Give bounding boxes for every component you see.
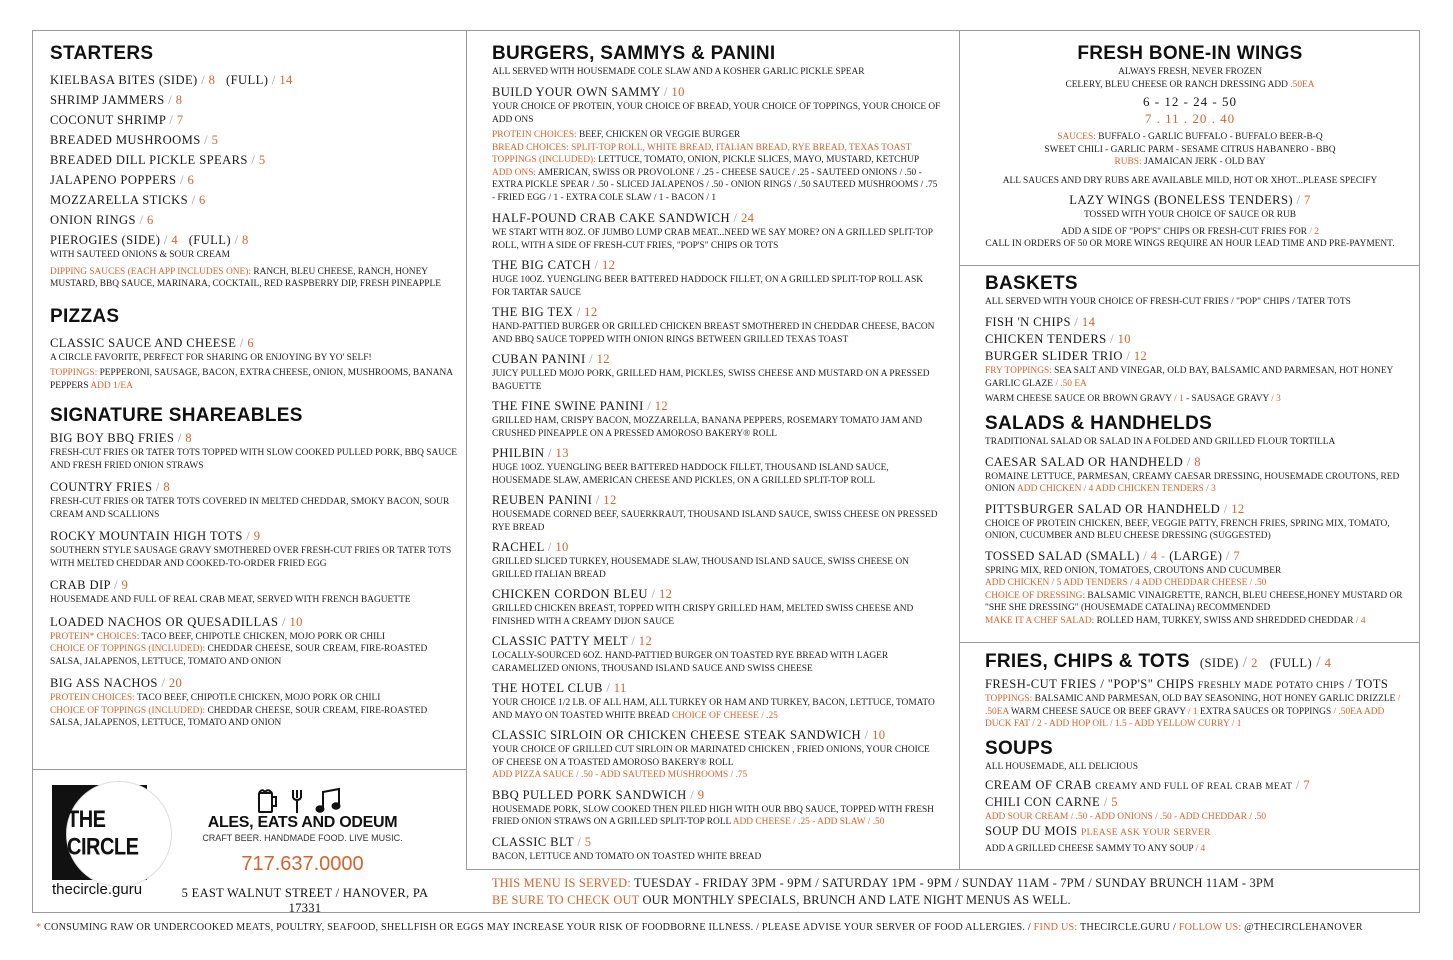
item-description: GRILLED HAM, CRISPY BACON, MOZZARELLA, BANANA PEPPERS, ROSEMARY TOMATO JAM AND CRUSHED PINEAPPLE ON A PRESSED AMOROSO BAKERY® ROLL [492, 416, 923, 439]
topping-choices: TOPPINGS (INCLUDED): LETTUCE, TOMATO, ONION, PICKLE SLICES, MAYO, MUSTARD, KETCHUP [492, 155, 920, 165]
fries-divider [959, 642, 1420, 643]
hours-block [492, 875, 1412, 909]
menu-item: ROCKY MOUNTAIN HIGH TOTS / 9 [50, 529, 261, 543]
item-description: HAND-PATTIED BURGER OR GRILLED CHICKEN BREAST SMOTHERED IN CHEDDAR CHEESE, BACON AND BBQ SAUCE TOPPED WITH ONION RINGS BETWEEN GRILLED TEXAS TOAST [492, 322, 935, 345]
item-description: GRILLED SLICED TURKEY, HOUSEMADE SLAW, THOUSAND ISLAND SAUCE, SWISS CHEESE ON GRILLED ITALIAN BREAD [492, 557, 909, 580]
footer-disclaimer: * CONSUMING RAW OR UNDERCOOKED MEATS, POULTRY, SEAFOOD, SHELLFISH OR EGGS MAY INCREASE YOUR RISK OF FOODBORNE ILLNESS. / PLEASE ADVISE YOUR SERVER OF FOOD ALLERGIES. / FIND US: THECIRCLE.GURU / FOLLOW US: @THECIRCLEHANOVER [36, 922, 1363, 933]
menu-item: ONION RINGS / 6 [50, 213, 154, 227]
fries-toppings: TOPPINGS: BALSAMIC AND PARMESAN, OLD BAY SEASONING, HOT HONEY GARLIC DRIZZLE / .50EA WARM CHEESE SAUCE OR BEEF GRAVY / 1 EXTRA SAUCES OR TOPPINGS / .50EA ADD DUCK FAT / 2 - ADD HOP OIL / 1.5 - ADD YELLOW CURRY / 1 [985, 694, 1401, 729]
soups-title: SOUPS [985, 737, 1054, 759]
menu-item: JALAPENO POPPERS / 6 [50, 173, 195, 187]
baskets-title: BASKETS [985, 273, 1078, 294]
item-description: ROMAINE LETTUCE, PARMESAN, CREAMY CAESAR DRESSING, HOUSEMADE CROUTONS, RED ONION ADD CHICKEN / 4 ADD CHICKEN TENDERS / 3 [985, 471, 1400, 494]
wing-prices: 7 . 11 . 20 . 40 [1144, 111, 1236, 126]
pizzas-title: PIZZAS [50, 305, 120, 327]
bread-choices: BREAD CHOICES: SPLIT-TOP ROLL, WHITE BREAD, ITALIAN BREAD, RYE BREAD, TEXAS TOAST [492, 142, 912, 153]
menu-item: RACHEL / 10 [492, 540, 569, 554]
menu-item: CHICKEN CORDON BLEU / 12 [492, 587, 673, 601]
item-description: A CIRCLE FAVORITE, PERFECT FOR SHARING OR ENJOYING BY YO' SELF! [50, 352, 372, 363]
brand-subtagline: CRAFT BEER. HANDMADE FOOD. LIVE MUSIC. [202, 833, 403, 843]
burgers-title: BURGERS, SAMMYS & PANINI [492, 43, 776, 64]
logo-circle [66, 781, 172, 887]
topping-choices: CHOICE OF TOPPINGS (INCLUDED): CHEDDAR CHEESE, SOUR CREAM, FIRE-ROASTED SALSA, JALAPENOS, LETTUCE, TOMATO AND ONION [50, 644, 428, 667]
left-column [50, 42, 460, 767]
specials-line: BE SURE TO CHECK OUT OUR MONTHLY SPECIALS, BRUNCH AND LATE NIGHT MENUS AS WELL. [492, 893, 1071, 907]
menu-item: BURGER SLIDER TRIO / 12 [985, 349, 1148, 363]
hours-line: THIS MENU IS SERVED: TUESDAY - FRIDAY 3PM - 9PM / SATURDAY 1PM - 9PM / SUNDAY 11AM - 7PM / SUNDAY BRUNCH 11AM - 3PM [492, 876, 1275, 890]
brand-tagline: ALES, EATS AND ODEUM [207, 814, 398, 831]
menu-item: BIG ASS NACHOS / 20 [50, 676, 183, 690]
item-description: YOUR CHOICE OF GRILLED CUT SIRLOIN OR MARINATED CHICKEN , FRIED ONIONS, YOUR CHOICE OF CHEESE ON A TOASTED AMOROSO BAKERY® ROLL [492, 745, 930, 768]
item-description: WITH SAUTEED ONIONS & SOUR CREAM [50, 250, 230, 260]
order-note: CALL IN ORDERS OF 50 OR MORE WINGS REQUIRE AN HOUR LEAD TIME AND PRE-PAYMENT. [985, 239, 1395, 249]
gravy-options: WARM CHEESE SAUCE OR BROWN GRAVY / 1 - SAUSAGE GRAVY / 3 [985, 394, 1281, 404]
brand-divider [32, 769, 466, 770]
menu-item: BUILD YOUR OWN SAMMY / 10 [492, 85, 685, 99]
menu-item: CUBAN PANINI / 12 [492, 352, 610, 366]
menu-item: PHILBIN / 13 [492, 446, 569, 460]
wing-sauces: SAUCES: BUFFALO - GARLIC BUFFALO - BUFFALO BEER-B-Q [1057, 132, 1323, 142]
fries-soups-section [985, 650, 1410, 865]
menu-item: CREAM OF CRAB CREAMY AND FULL OF REAL CRAB MEAT / 7 [985, 777, 1311, 792]
menu-item: MOZZARELLA STICKS / 6 [50, 193, 206, 207]
wings-line1: ALWAYS FRESH, NEVER FROZEN [1118, 67, 1262, 77]
item-description: JUICY PULLED MOJO PORK, GRILLED HAM, PICKLES, SWISS CHEESE AND MUSTARD ON A PRESSED BAGUETTE [492, 369, 930, 392]
shareables-title: SIGNATURE SHAREABLES [50, 405, 303, 426]
item-description: FRESH-CUT FRIES OR TATER TOTS TOPPED WITH SLOW COOKED PULLED PORK, BBQ SAUCE AND FRESH FRIED ONION STRAWS [50, 448, 458, 471]
menu-item: SOUP DU MOIS PLEASE ASK YOUR SERVER [985, 824, 1211, 838]
salads-subtitle: TRADITIONAL SALAD OR SALAD IN A FOLDED AND GRILLED FLOUR TORTILLA [985, 436, 1336, 447]
item-description: GRILLED CHICKEN BREAST, TOPPED WITH CRISPY GRILLED HAM, MELTED SWISS CHEESE AND FINISHED WITH A CREAMY DIJON SAUCE [492, 604, 914, 627]
baskets-salads-section [985, 272, 1410, 640]
menu-item: CHICKEN TENDERS / 10 [985, 332, 1132, 346]
item-description: YOUR CHOICE 1/2 LB. OF ALL HAM, ALL TURKEY OR HAM AND TURKEY, BACON, LETTUCE, TOMATO AND MAYO ON TOASTED WHITE BREAD CHOICE OF CHEESE / .25 [492, 698, 935, 721]
beer-mug-icon [259, 790, 276, 812]
wings-section [970, 42, 1410, 264]
chef-salad: MAKE IT A CHEF SALAD: ROLLED HAM, TURKEY, SWISS AND SHREDDED CHEDDAR / 4 [985, 615, 1366, 626]
dipping-sauces: DIPPING SAUCES (EACH APP INCLUDES ONE): RANCH, BLEU CHEESE, RANCH, HONEY MUSTARD, BBQ SAUCE, MARINARA, COCKTAIL, RED RASPBERRY DIP, FRESH PINEAPPLE [50, 266, 441, 289]
middle-column [492, 42, 942, 867]
item-description: LOCALLY-SOURCED 6OZ. HAND-PATTIED BURGER ON TOASTED RYE BREAD WITH LAGER CARAMELIZED ONIONS, THOUSAND ISLAND SAUCE AND SWISS CHEESE [492, 651, 889, 674]
menu-item: BREADED MUSHROOMS / 5 [50, 133, 219, 147]
menu-item: CRAB DIP / 9 [50, 578, 129, 592]
soups-subtitle: ALL HOUSEMADE, ALL DELICIOUS [985, 761, 1138, 772]
hours-divider [466, 869, 1420, 870]
pizza-toppings: TOPPINGS: PEPPERONI, SAUSAGE, BACON, EXTRA CHEESE, ONION, MUSHROOMS, BANANA PEPPERS ADD 1/EA [50, 368, 453, 391]
fries-title: FRIES, CHIPS & TOTS [985, 651, 1190, 672]
item-description: HOUSEMADE PORK, SLOW COOKED THEN PILED HIGH WITH OUR BBQ SAUCE, TOPPED WITH FRESH FRIED ONION STRAWS ON A GRILLED SPLIT-TOP ROLL ADD CHEESE / .25 - ADD SLAW / .50 [492, 804, 934, 827]
menu-item: CLASSIC PATTY MELT / 12 [492, 634, 653, 648]
protein-choices: PROTEIN CHOICES: BEEF, CHICKEN OR VEGGIE BURGER [492, 130, 741, 140]
brand-phone[interactable]: 717.637.0000 [241, 853, 364, 875]
starters-title: STARTERS [50, 43, 154, 64]
add-ons: ADD ONS: AMERICAN, SWISS OR PROVOLONE / .25 - CHEESE SAUCE / .25 - SAUTEED ONIONS / .50 - EXTRA PICKLE SPEAR / .50 - SLICED JALAPENOS / .50 - ONION RINGS / .50 SAUTEED MUSHROOMS / .75 - FRIED EGG / 1 - EXTRA COLE SLAW / 1 - BACON / 1 [492, 167, 938, 203]
fries-line: FRESH-CUT FRIES / "POP'S" CHIPS FRESHLY MADE POTATO CHIPS / TOTS [985, 677, 1389, 691]
menu-item: COCONUT SHRIMP / 7 [50, 113, 184, 127]
menu-item: THE FINE SWINE PANINI / 12 [492, 399, 669, 413]
item-description: HOUSEMADE AND FULL OF REAL CRAB MEAT, SERVED WITH FRENCH BAGUETTE [50, 595, 411, 605]
menu-item: KIELBASA BITES (SIDE) / 8 (FULL) / 14 [50, 73, 293, 87]
wing-sauces-2: SWEET CHILI - GARLIC PARM - SESAME CITRUS HABANERO - BBQ [1044, 144, 1336, 155]
dressing-choices: CHOICE OF DRESSING: BALSAMIC VINAIGRETTE, RANCH, BLEU CHEESE,HONEY MUSTARD OR "SHE SHE DRESSING" (HOUSEMADE CATALINA) RECOMMENDED [985, 590, 1403, 613]
baskets-subtitle: ALL SERVED WITH YOUR CHOICE OF FRESH-CUT FRIES / "POP" CHIPS / TATER TOTS [985, 297, 1351, 307]
menu-item: PIEROGIES (SIDE) / 4 (FULL) / 8 [50, 233, 249, 247]
menu-item: CLASSIC BLT / 5 [492, 834, 592, 849]
item-description: WE START WITH 8OZ. OF JUMBO LUMP CRAB MEAT...NEED WE SAY MORE? ON A GRILLED SPLIT-TOP ROLL, WITH A SIDE OF FRESH-CUT FRIES, "POP'S" CHIPS OR TOTS [492, 228, 933, 251]
topping-choices: CHOICE OF TOPPINGS (INCLUDED): CHEDDAR CHEESE, SOUR CREAM, FIRE-ROASTED SALSA, JALAPENOS, LETTUCE, TOMATO AND ONION [50, 705, 428, 728]
item-description: BACON, LETTUCE AND TOMATO ON TOASTED WHITE BREAD [492, 851, 762, 862]
menu-item: LAZY WINGS (BONELESS TENDERS) / 7 [1069, 193, 1311, 207]
menu-item: SHRIMP JAMMERS / 8 [50, 93, 183, 107]
brand-url[interactable]: thecircle.guru [52, 881, 143, 898]
menu-item: CLASSIC SIRLOIN OR CHICKEN CHEESE STEAK SANDWICH / 10 [492, 728, 886, 742]
item-description: FRESH-CUT FRIES OR TATER TOTS COVERED IN MELTED CHEDDAR, SMOKY BACON, SOUR CREAM AND SCALLIONS [50, 497, 450, 520]
item-description: YOUR CHOICE OF PROTEIN, YOUR CHOICE OF BREAD, YOUR CHOICE OF TOPPINGS, YOUR CHOICE OF ADD ONS [492, 102, 941, 125]
column-divider-2 [959, 30, 960, 870]
burgers-subtitle: ALL SERVED WITH HOUSEMADE COLE SLAW AND A KOSHER GARLIC PICKLE SPEAR [492, 67, 865, 77]
wings-line2: CELERY, BLEU CHEESE OR RANCH DRESSING ADD .50EA [1065, 79, 1315, 90]
menu-item: THE HOTEL CLUB / 11 [492, 681, 627, 695]
menu-item: THE BIG CATCH / 12 [492, 258, 616, 272]
menu-item: BIG BOY BBQ FRIES / 8 [50, 431, 192, 445]
wing-heat-note: ALL SAUCES AND DRY RUBS ARE AVAILABLE MILD, HOT OR XHOT...PLEASE SPECIFY [1002, 175, 1378, 186]
protein-choices: PROTEIN* CHOICES: TACO BEEF, CHIPOTLE CHICKEN, MOJO PORK OR CHILI [50, 631, 386, 642]
menu-item: PITTSBURGER SALAD OR HANDHELD / 12 [985, 501, 1245, 516]
menu-item: REUBEN PANINI / 12 [492, 493, 617, 507]
side-note: ADD A SIDE OF "POP'S" CHIPS OR FRESH-CUT FRIES FOR / 2 [1061, 226, 1319, 237]
item-add-ons: ADD SOUR CREAM / .50 - ADD ONIONS / .50 - ADD CHEDDAR / .50 [985, 811, 1267, 822]
menu-item: BREADED DILL PICKLE SPEARS / 5 [50, 153, 266, 167]
item-description: HOUSEMADE CORNED BEEF, SAUERKRAUT, THOUSAND ISLAND SAUCE, SWISS CHEESE ON PRESSED RYE BREAD [492, 510, 938, 533]
item-description: SPRING MIX, RED ONION, TOMATOES, CROUTONS AND CUCUMBER [985, 565, 1282, 576]
item-add-ons: ADD CHICKEN / 5 ADD TENDERS / 4 ADD CHEDDAR CHEESE / .50 [985, 578, 1267, 588]
menu-item: COUNTRY FRIES / 8 [50, 480, 171, 494]
item-description: HUGE 10OZ. YUENGLING BEER BATTERED HADDOCK FILLET, THOUSAND ISLAND SAUCE, HOUSEMADE SLAW, AMERICAN CHEESE AND PICKLES, ON A GRILLED SPLIT-TOP ROLL [492, 463, 889, 486]
fries-header: FRIES, CHIPS & TOTS (SIDE) / 2 (FULL) / 4 [985, 651, 1332, 672]
protein-choices: PROTEIN CHOICES: TACO BEEF, CHIPOTLE CHICKEN, MOJO PORK OR CHILI [50, 693, 381, 703]
wings-divider [959, 265, 1420, 266]
music-note-icon [317, 789, 340, 812]
menu-item: BBQ PULLED PORK SANDWICH / 9 [492, 787, 705, 802]
footer-website[interactable]: THECIRCLE.GURU / [1077, 922, 1179, 933]
menu-item: HALF-POUND CRAB CAKE SANDWICH / 24 [492, 211, 755, 225]
wings-title: FRESH BONE-IN WINGS [1077, 43, 1303, 64]
item-description: TOSSED WITH YOUR CHOICE OF SAUCE OR RUB [1083, 210, 1297, 220]
wing-rubs: RUBS: JAMAICAN JERK - OLD BAY [1114, 157, 1266, 167]
fork-icon [293, 790, 301, 813]
menu-item: CLASSIC SAUCE AND CHEESE / 6 [50, 335, 255, 350]
column-divider-1 [466, 30, 467, 870]
menu-item: CHILI CON CARNE / 5 [985, 794, 1118, 809]
menu-item: LOADED NACHOS OR QUESADILLAS / 10 [50, 614, 303, 629]
menu-item: TOSSED SALAD (SMALL) / 4 - (LARGE) / 7 [985, 548, 1241, 563]
footer-social[interactable]: @THECIRCLEHANOVER [1241, 922, 1363, 933]
logo-text: THE CIRCLE [67, 806, 139, 861]
item-add-ons: ADD PIZZA SAUCE / .50 - ADD SAUTEED MUSHROOMS / .75 [492, 770, 748, 780]
wing-counts: 6 - 12 - 24 - 50 [1143, 94, 1237, 109]
sammy-note: ADD A GRILLED CHEESE SAMMY TO ANY SOUP / 4 [985, 844, 1206, 854]
menu-item: THE BIG TEX / 12 [492, 305, 598, 319]
item-description: SOUTHERN STYLE SAUSAGE GRAVY SMOTHERED OVER FRESH-CUT FRIES OR TATER TOTS WITH MELTED CHEDDAR AND COOKED-TO-ORDER FRIED EGG [50, 546, 452, 569]
menu-item: FISH 'N CHIPS / 14 [985, 315, 1096, 329]
brand-address: 5 EAST WALNUT STREET / HANOVER, PA 17331 [181, 886, 429, 915]
item-description: HUGE 10OZ. YUENGLING BEER BATTERED HADDOCK FILLET, ON A GRILLED SPLIT-TOP ROLL ASK FOR TARTAR SAUCE [492, 275, 924, 298]
item-description: CHOICE OF PROTEIN CHICKEN, BEEF, VEGGIE PATTY, FRENCH FRIES, SPRING MIX, TOMATO, ONION, CUCUMBER AND BLEU CHEESE DRESSING (SUGGESTED) [985, 518, 1390, 541]
salads-title: SALADS & HANDHELDS [985, 412, 1213, 434]
fry-toppings: FRY TOPPINGS: SEA SALT AND VINEGAR, OLD BAY, BALSAMIC AND PARMESAN, HOT HONEY GARLIC GLAZE / .50 EA [985, 366, 1393, 389]
menu-item: CAESAR SALAD OR HANDHELD / 8 [985, 454, 1201, 469]
